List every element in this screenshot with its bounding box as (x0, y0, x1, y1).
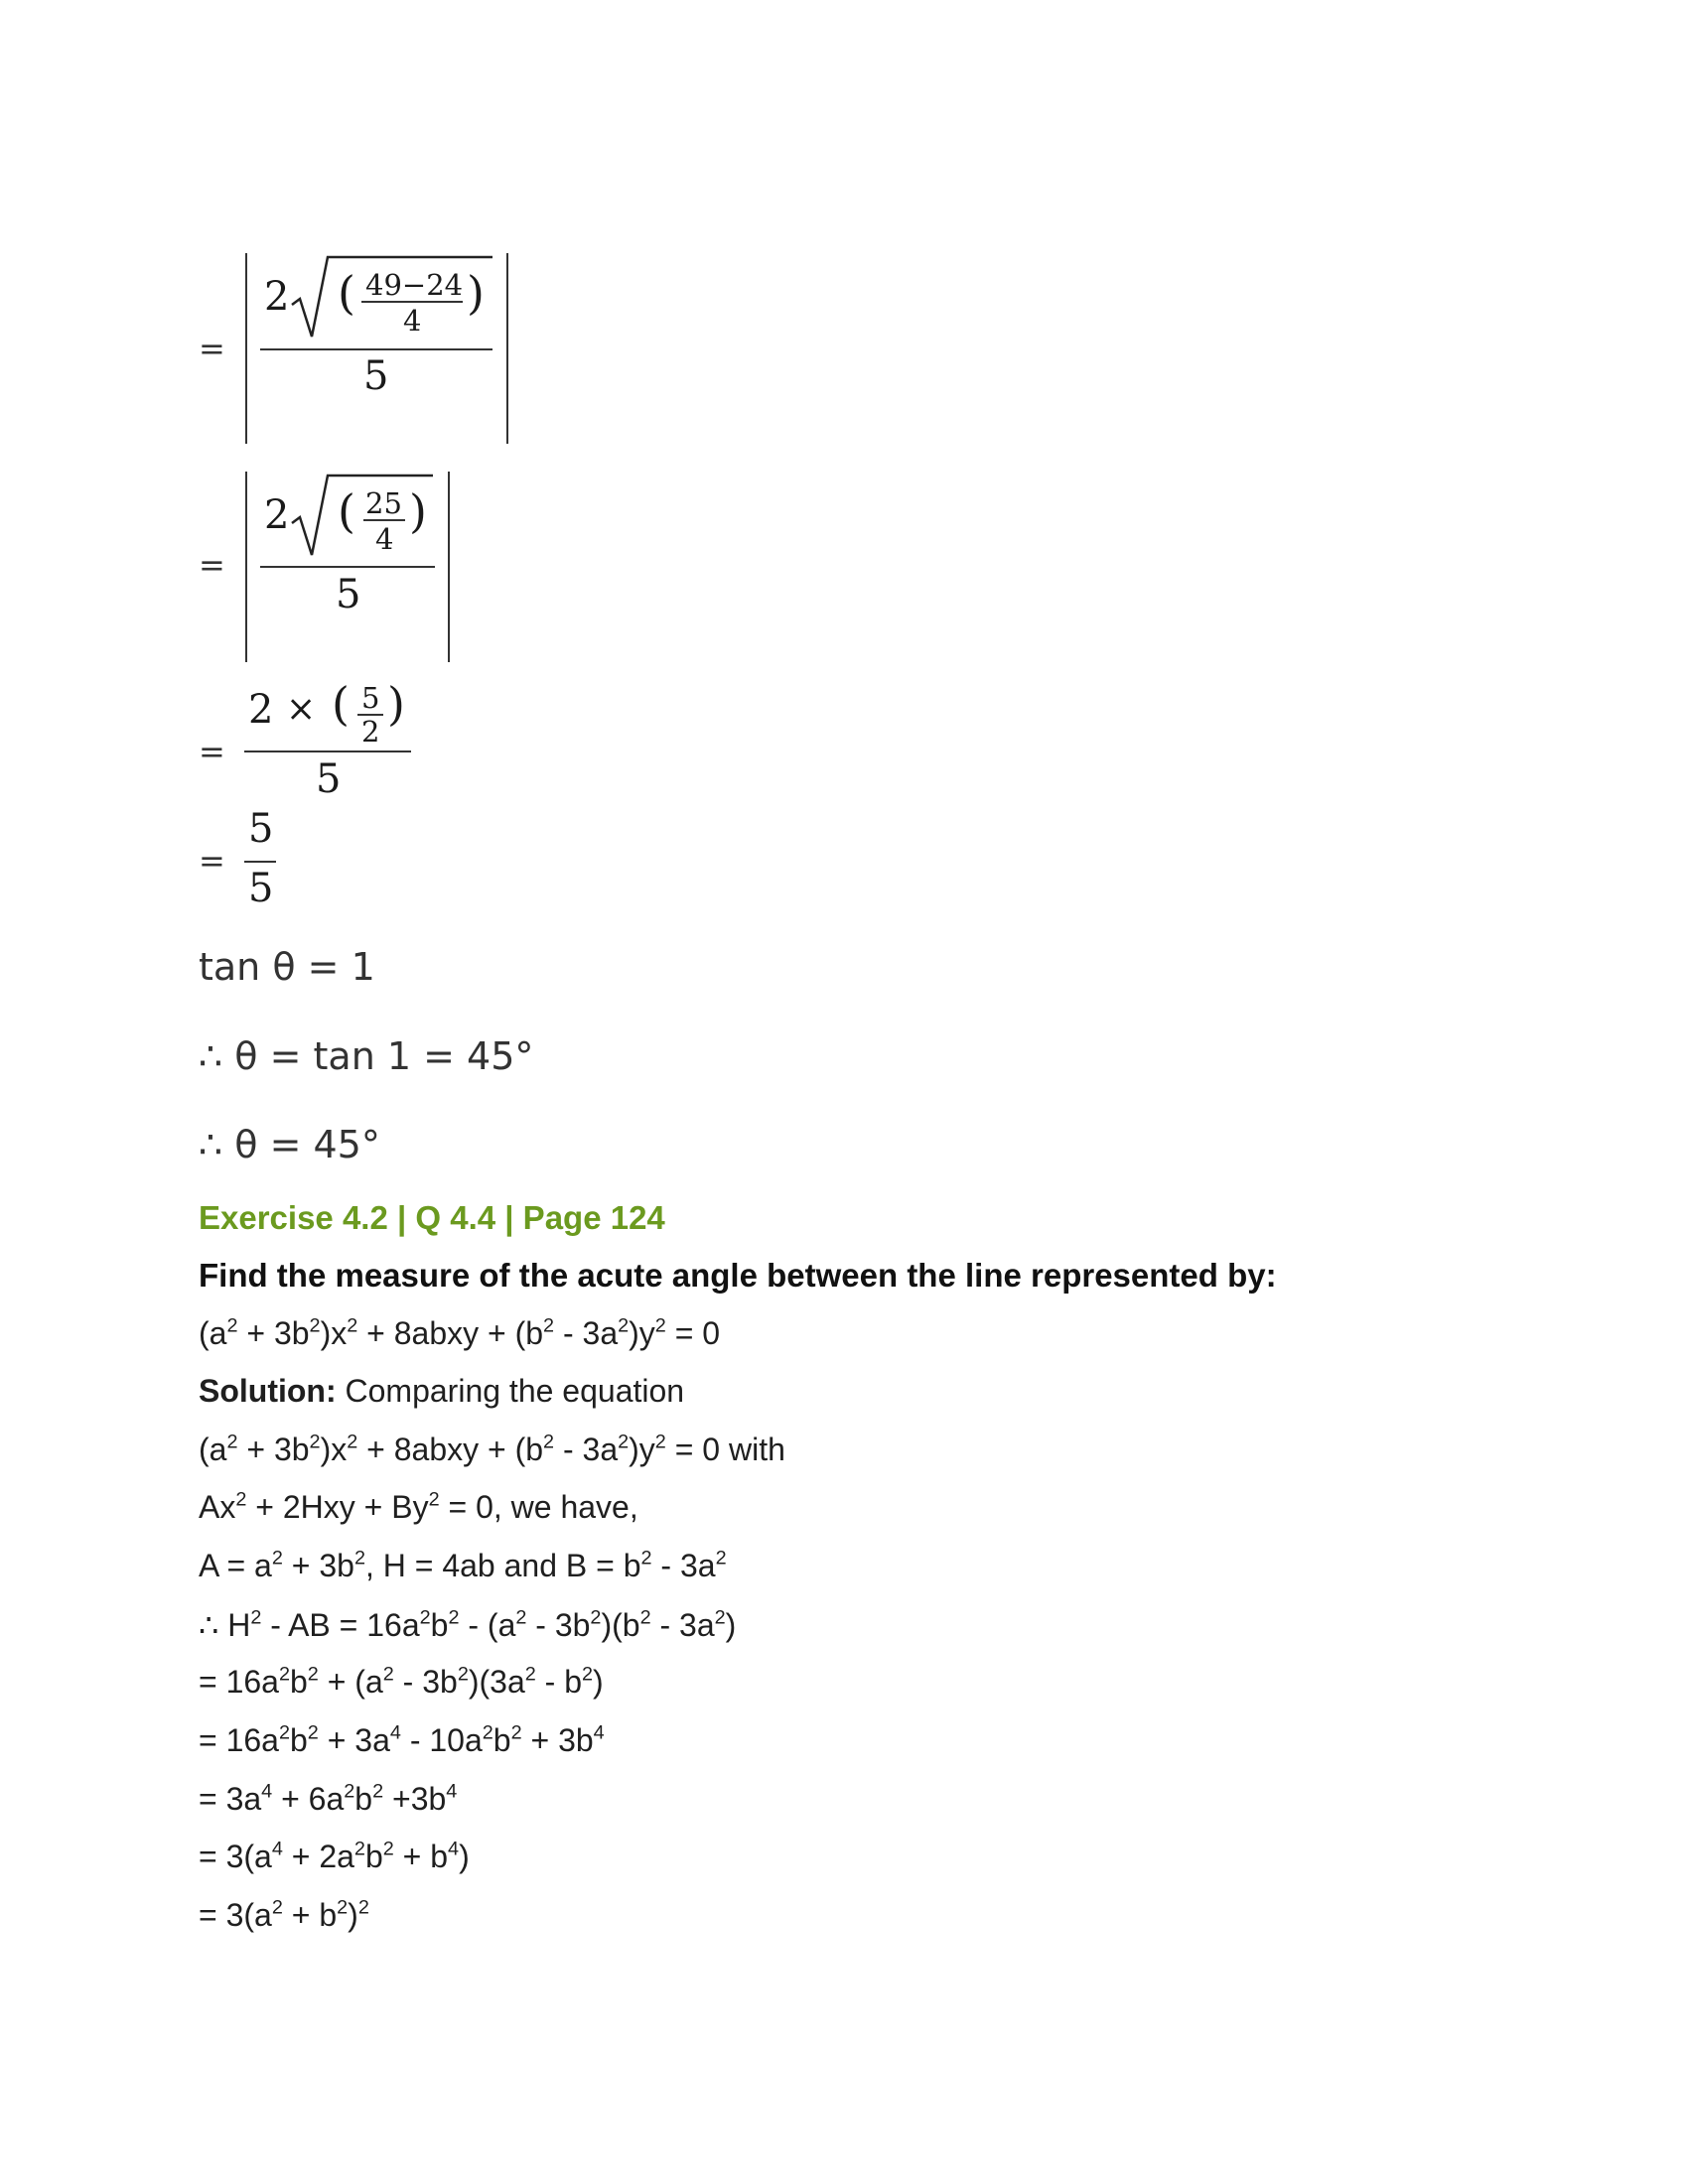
abs-bar-left (245, 253, 247, 444)
equals-sign: = (199, 546, 225, 584)
coefficient: 2 (248, 687, 274, 733)
inner-numerator: 25 (365, 486, 402, 520)
inner-numerator: 49−24 (365, 268, 464, 302)
inner-denominator: 4 (375, 522, 394, 556)
solution-label: Solution: (199, 1373, 337, 1409)
abs-bar-right (448, 472, 450, 662)
exercise-heading: Exercise 4.2 | Q 4.4 | Page 124 (199, 1199, 665, 1236)
inner-denominator: 2 (361, 715, 380, 749)
equation-line: $(a^2 + 3b^2)x^2$ + 8abxy + $(b^2 - 3a^2)y^2 = 0$ with (199, 1431, 785, 1467)
paren-open: ( (338, 266, 355, 320)
equals-sign: = (199, 842, 225, 880)
equals-sign: = (199, 733, 225, 770)
fraction-bar (244, 861, 276, 863)
step-line: = $3(a^2 + b^2)^2$ (199, 1896, 369, 1933)
question-text: Find the measure of the acute angle between the line represented by: (199, 1257, 1277, 1294)
fraction-bar (244, 751, 411, 752)
paren-open: ( (338, 484, 355, 538)
fraction-bar (260, 348, 492, 350)
conclusion-theta: ∴ θ = 45° (199, 1123, 380, 1166)
equals-sign: = (199, 330, 225, 367)
step-line: ∴ $H^2$ - AB = $16a^2b^2 - (a^2 - 3b^2)(b^2 - 3a^2)$ (199, 1606, 737, 1643)
denominator: 5 (248, 866, 274, 911)
inner-fraction-bar (361, 301, 463, 303)
inner-numerator: 5 (361, 681, 380, 715)
coefficient: 2 (264, 492, 290, 538)
coefficients-line: $A = a^2 + 3b^2$, H = 4ab and $B = b^2 - 3a^2$ (199, 1547, 727, 1583)
paren-close: ) (467, 266, 485, 320)
equation-line: $(a^2 + 3b^2)x^2$ + 8abxy + $(b^2 - 3a^2)y^2 = 0$ (199, 1314, 721, 1351)
step-line: = $3a^4 + 6a^2b^2 +3b^4$ (199, 1780, 458, 1817)
step-line: = $3(a^4 + 2a^2b^2 + b^4)$ (199, 1838, 470, 1874)
conclusion-theta-tan: ∴ θ = tan 1 = 45° (199, 1034, 534, 1078)
paren-close: ) (387, 677, 405, 731)
outer-denominator: 5 (316, 756, 342, 802)
coefficient: 2 (264, 274, 290, 320)
abs-bar-right (506, 253, 508, 444)
numerator: 5 (248, 806, 274, 852)
solution-intro (199, 1373, 684, 1410)
general-form-line: $Ax^2 + 2Hxy + By^2 = 0$, we have, (199, 1488, 638, 1525)
abs-bar-left (245, 472, 247, 662)
paren-close: ) (409, 484, 427, 538)
step-line: = $16a^2b^2 + (a^2 - 3b^2)(3a^2 - b^2)$ (199, 1663, 604, 1700)
step-line: = $16a^2b^2 + 3a^4 - 10a^2b^2 + 3b^4$ (199, 1721, 605, 1758)
fraction-bar (260, 566, 435, 568)
solution-intro-text: Comparing the equation (345, 1373, 685, 1409)
times-sign: × (286, 689, 317, 730)
outer-denominator: 5 (336, 572, 361, 617)
paren-open: ( (332, 677, 350, 731)
inner-fraction-bar (363, 519, 405, 521)
inner-denominator: 4 (403, 304, 422, 338)
conclusion-tan: tan θ = 1 (199, 945, 375, 989)
outer-denominator: 5 (363, 353, 389, 399)
